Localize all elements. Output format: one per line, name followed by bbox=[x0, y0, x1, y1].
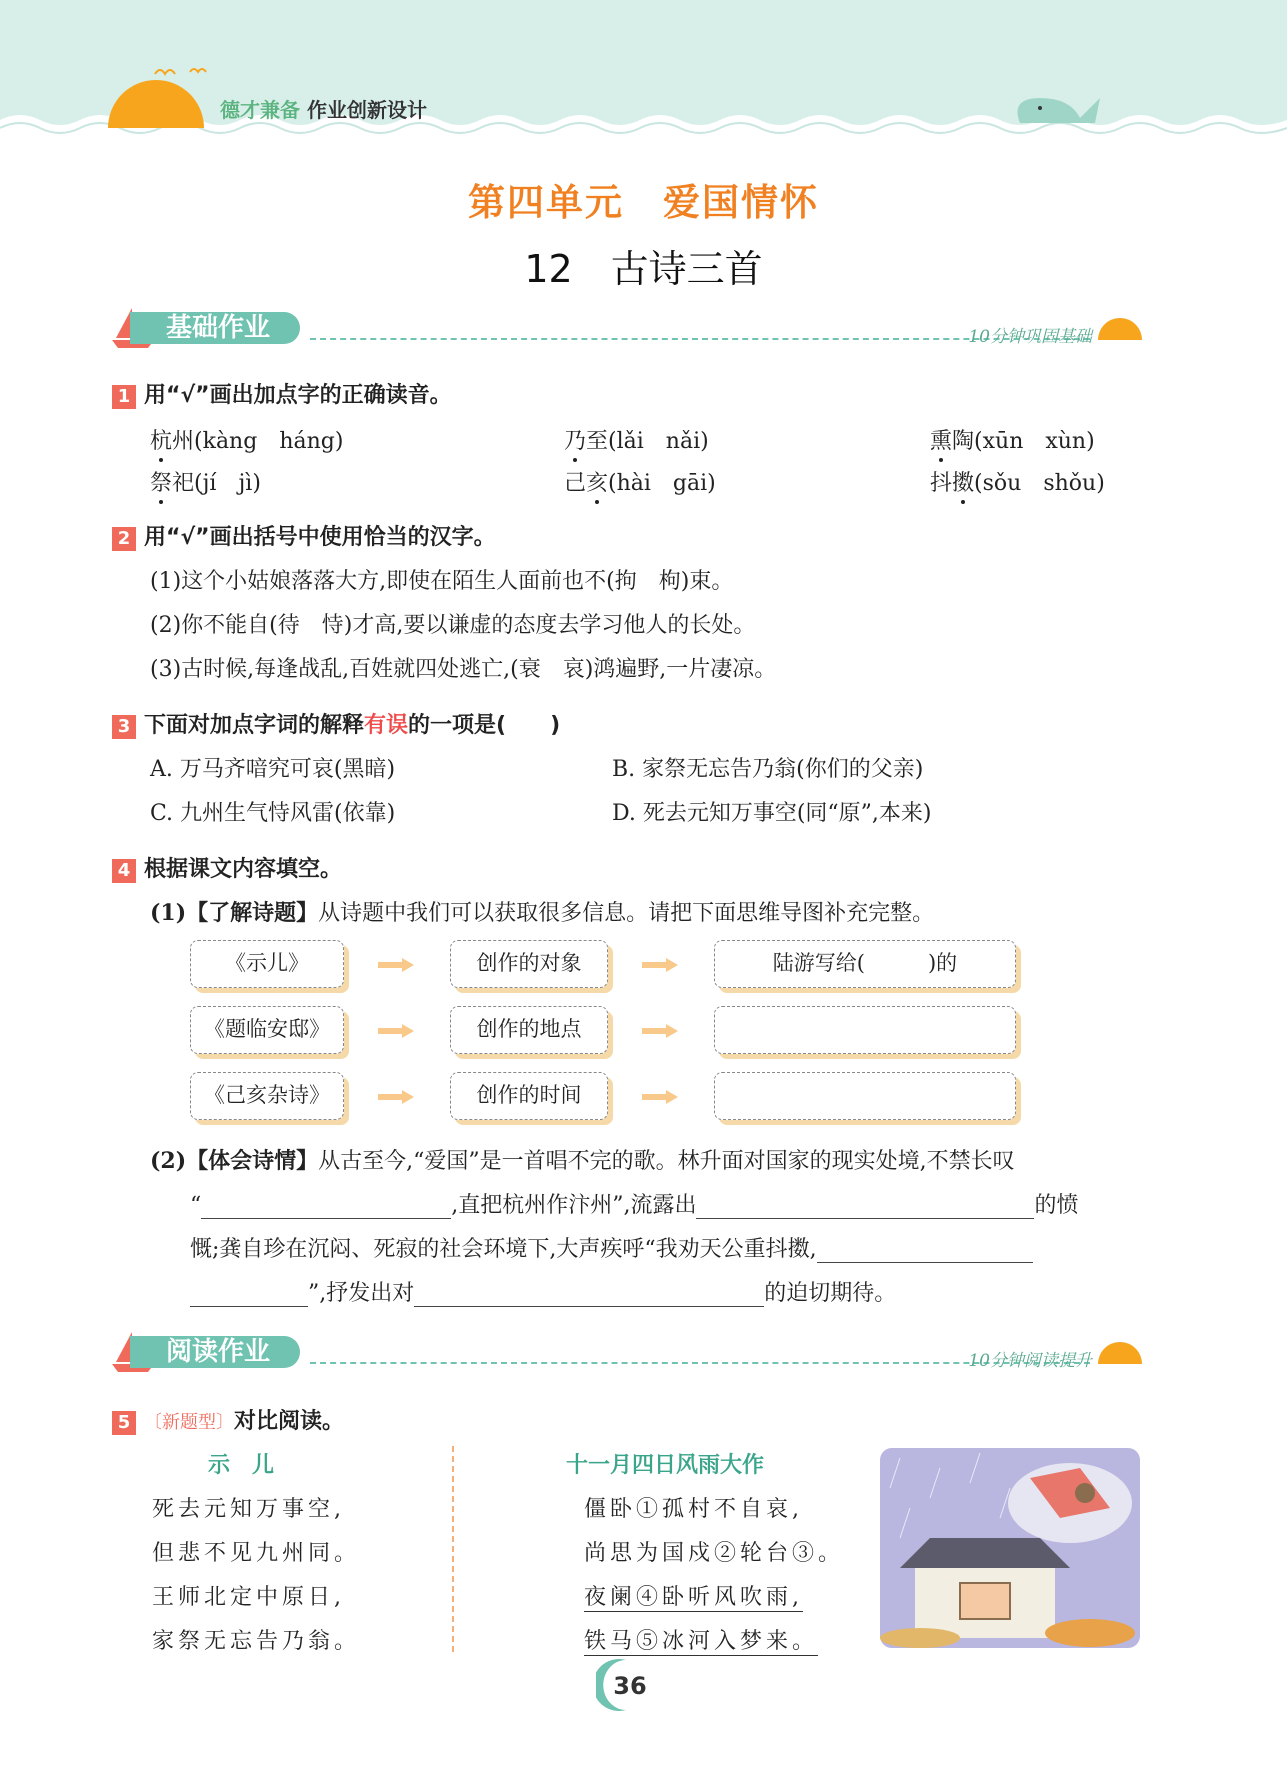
q1-item: 乃至(lǎi nǎi) bbox=[564, 429, 709, 454]
poem1-line: 死去元知万事空, bbox=[152, 1497, 345, 1522]
illustration-rainstorm bbox=[880, 1448, 1140, 1648]
question-title: 用“√”画出括号中使用恰当的汉字。 bbox=[144, 525, 496, 550]
q4-part2-line: 慨;龚自珍在沉闷、死寂的社会环境下,大声疾呼“我劝天公重抖擞, bbox=[190, 1232, 1150, 1263]
question-number: 4 bbox=[112, 859, 136, 883]
brand-title: 德才兼备 作业创新设计 bbox=[220, 98, 427, 122]
q2-line: (1)这个小姑娘落落大方,即使在陌生人面前也不(拘 枸)束。 bbox=[150, 569, 734, 594]
unit-title: 第四单元 爱国情怀 bbox=[468, 181, 819, 224]
poem1-line: 王师北定中原日, bbox=[152, 1585, 345, 1610]
option-a[interactable]: A. 万马齐喑究可哀(黑暗) bbox=[150, 757, 396, 782]
question-title: 用“√”画出加点字的正确读音。 bbox=[144, 383, 452, 408]
section-label: 阅读作业 bbox=[130, 1336, 300, 1368]
page-number: 36 bbox=[613, 1672, 647, 1700]
blank-field[interactable] bbox=[190, 1286, 308, 1307]
blank-field[interactable] bbox=[201, 1198, 451, 1219]
poem1-line: 家祭无忘告乃翁。 bbox=[152, 1629, 361, 1654]
arrow-icon bbox=[642, 1024, 678, 1038]
map-answer-field[interactable] bbox=[714, 1006, 1016, 1054]
arrow-icon bbox=[642, 1090, 678, 1104]
map-aspect: 创作的对象 bbox=[450, 940, 608, 988]
poem2-title: 十一月四日风雨大作 bbox=[566, 1453, 765, 1478]
q4-part2-line: “ ,直把杭州作汴州”,流露出 的愤 bbox=[190, 1193, 1079, 1218]
section-label: 基础作业 bbox=[130, 312, 300, 344]
blank-field[interactable] bbox=[817, 1242, 1033, 1263]
option-b[interactable]: B. 家祭无忘告乃翁(你们的父亲) bbox=[612, 757, 924, 782]
option-d[interactable]: D. 死去元知万事空(同“原”,本来) bbox=[612, 801, 932, 826]
q1-item: 祭祀(jí jì) bbox=[150, 471, 261, 496]
q1-item: 杭州(kàng háng) bbox=[150, 429, 344, 454]
q1-item: 熏陶(xūn xùn) bbox=[930, 429, 1095, 454]
q4-part2-line: ”,抒发出对 的迫切期待。 bbox=[190, 1276, 1150, 1307]
q5-heading bbox=[112, 1404, 344, 1435]
sun-icon bbox=[1098, 318, 1142, 340]
blank-field[interactable] bbox=[414, 1286, 764, 1307]
lesson-title: 12 古诗三首 bbox=[524, 247, 763, 291]
q3-heading: 3 下面对加点字词的解释有误的一项是( ) bbox=[112, 708, 560, 739]
question-number: 3 bbox=[112, 715, 136, 739]
whale-icon bbox=[1010, 78, 1110, 128]
bird-icon bbox=[150, 62, 210, 82]
section-note: 10分钟巩固基础 bbox=[968, 327, 1092, 347]
map-poem: 《示儿》 bbox=[190, 940, 344, 988]
q1-heading bbox=[112, 378, 452, 409]
q2-heading bbox=[112, 520, 496, 551]
question-number: 5 bbox=[112, 1411, 136, 1435]
new-type-tag: 〔新题型〕 bbox=[144, 1412, 234, 1433]
poem2-line: 僵卧①孤村不自哀, bbox=[584, 1497, 803, 1522]
question-number: 2 bbox=[112, 527, 136, 551]
map-answer-field[interactable]: 陆游写给( )的 bbox=[714, 940, 1016, 988]
map-aspect: 创作的时间 bbox=[450, 1072, 608, 1120]
blank-field[interactable] bbox=[696, 1198, 1034, 1219]
q4-heading bbox=[112, 852, 342, 883]
column-divider bbox=[452, 1446, 454, 1652]
section-note: 10分钟阅读提升 bbox=[968, 1351, 1092, 1371]
arrow-icon bbox=[378, 1090, 414, 1104]
poem2-line: 夜阑④卧听风吹雨, bbox=[584, 1580, 803, 1612]
map-aspect: 创作的地点 bbox=[450, 1006, 608, 1054]
poem1-title: 示 儿 bbox=[208, 1453, 275, 1478]
map-poem: 《己亥杂诗》 bbox=[190, 1072, 344, 1120]
section-reading bbox=[110, 1330, 1150, 1380]
q4-part1: (1)【了解诗题】从诗题中我们可以获取很多信息。请把下面思维导图补充完整。 bbox=[150, 900, 935, 926]
q2-line: (2)你不能自(待 恃)才高,要以谦虚的态度去学习他人的长处。 bbox=[150, 613, 756, 638]
q2-line: (3)古时候,每逢战乱,百姓就四处逃亡,(衰 哀)鸿遍野,一片凄凉。 bbox=[150, 657, 777, 682]
arrow-icon bbox=[378, 1024, 414, 1038]
map-answer-field[interactable] bbox=[714, 1072, 1016, 1120]
question-title: 对比阅读。 bbox=[234, 1409, 345, 1434]
option-c[interactable]: C. 九州生气恃风雷(依靠) bbox=[150, 801, 396, 826]
map-poem: 《题临安邸》 bbox=[190, 1006, 344, 1054]
arrow-icon bbox=[642, 958, 678, 972]
section-basic bbox=[110, 306, 1150, 356]
q1-item: 抖擞(sǒu shǒu) bbox=[930, 471, 1105, 496]
poem2-line: 铁马⑤冰河入梦来。 bbox=[584, 1624, 818, 1656]
poem2-line: 尚思为国戍②轮台③。 bbox=[584, 1541, 845, 1566]
question-number: 1 bbox=[112, 385, 136, 409]
poem1-line: 但悲不见九州同。 bbox=[152, 1541, 361, 1566]
question-title: 根据课文内容填空。 bbox=[144, 857, 343, 882]
q4-part2: (2)【体会诗情】从古至今,“爱国”是一首唱不完的歌。林升面对国家的现实处境,不禁长叹 bbox=[150, 1148, 1015, 1174]
q1-item: 己亥(hài gāi) bbox=[564, 471, 716, 496]
arrow-icon bbox=[378, 958, 414, 972]
sun-icon bbox=[1098, 1342, 1142, 1364]
